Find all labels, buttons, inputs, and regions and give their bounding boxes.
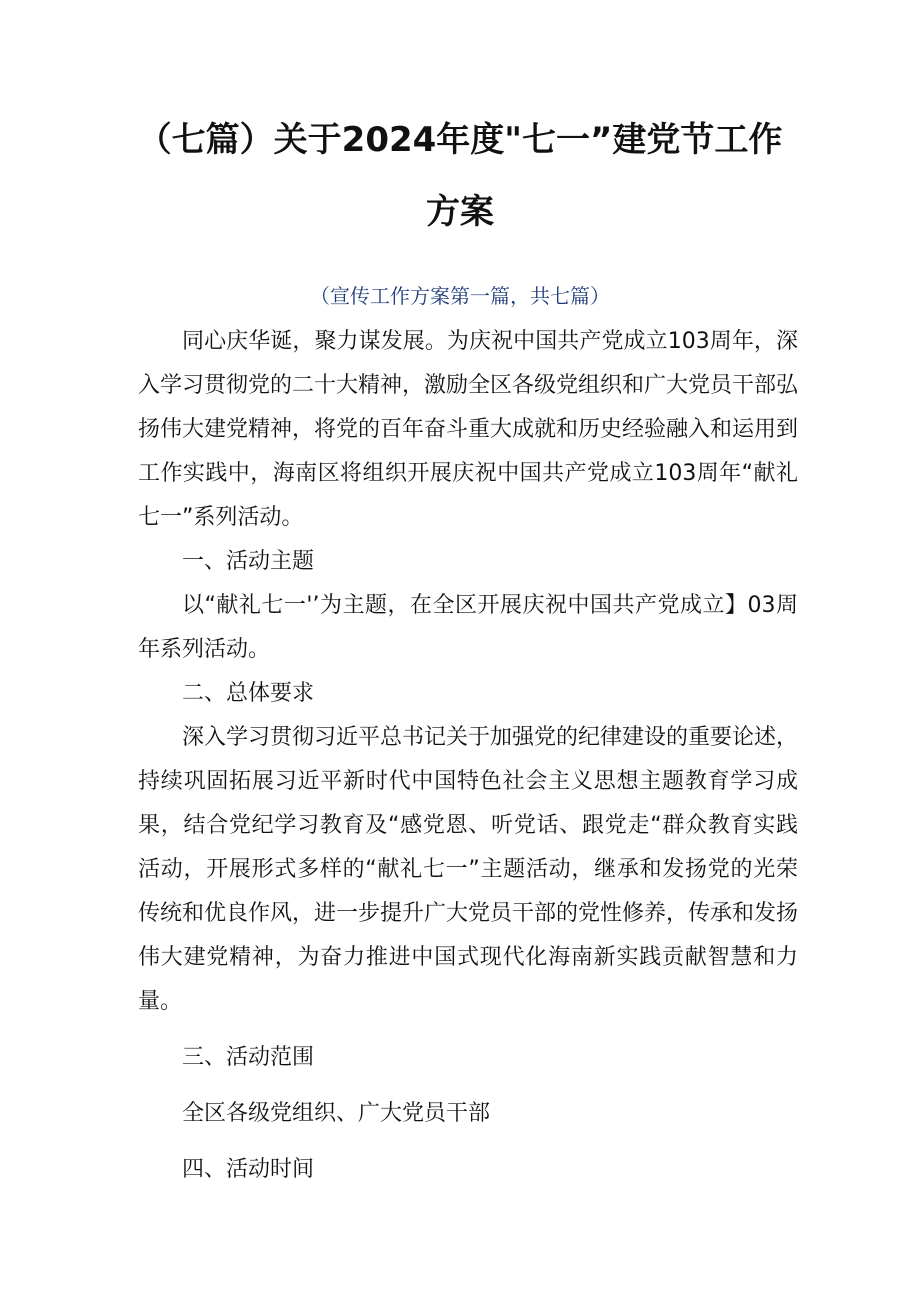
section-heading-time: 四、活动时间 <box>182 1157 315 1182</box>
spacer <box>138 1136 798 1148</box>
document-body <box>138 320 798 1192</box>
section-heading-requirements: 二、总体要求 <box>182 681 315 706</box>
document-title <box>110 104 810 248</box>
section-heading-scope: 三、活动范围 <box>182 1045 315 1070</box>
document-subtitle: （宣传工作方案第一篇，共七篇） <box>310 284 610 308</box>
section-body-requirements: 深入学习贯彻习近平总书记关于加强党的纪律建设的重要论述，持续巩固拓展习近平新时代中国特色社会主义思想主题教育学习成果，结合党纪学习教育及“感党恩、听党话、跟党走“群众教育实践活动，开展形式多样的“献礼七一”主题活动，继承和发扬党的光荣传统和优良作风，进一步提升广大党员干部的党性修养，传承和发扬伟大建党精神，为奋力推进中国式现代化海南新实践贡献智慧和力量。 <box>138 725 799 1014</box>
intro-paragraph: 同心庆华诞，聚力谋发展。为庆祝中国共产党成立103周年，深入学习贯彻党的二十大精神，激励全区各级党组织和广大党员干部弘扬伟大建党精神，将党的百年奋斗重大成就和历史经验融入和运用到工作实践中，海南区将组织开展庆祝中国共产党成立103周年“献礼七一”系列活动。 <box>138 329 799 530</box>
document-title-line-2: 方案 <box>426 192 494 232</box>
section-body-scope: 全区各级党组织、广大党员干部 <box>182 1101 491 1126</box>
spacer <box>138 1024 798 1036</box>
spacer <box>138 1080 798 1092</box>
document-title-line-1: （七篇）关于2024年度"七一”建党节工作 <box>137 120 783 160</box>
section-body-theme: 以“献礼七一'’为主题，在全区开展庆祝中国共产党成立】03周年系列活动。 <box>138 593 798 662</box>
section-heading-theme: 一、活动主题 <box>182 549 315 574</box>
